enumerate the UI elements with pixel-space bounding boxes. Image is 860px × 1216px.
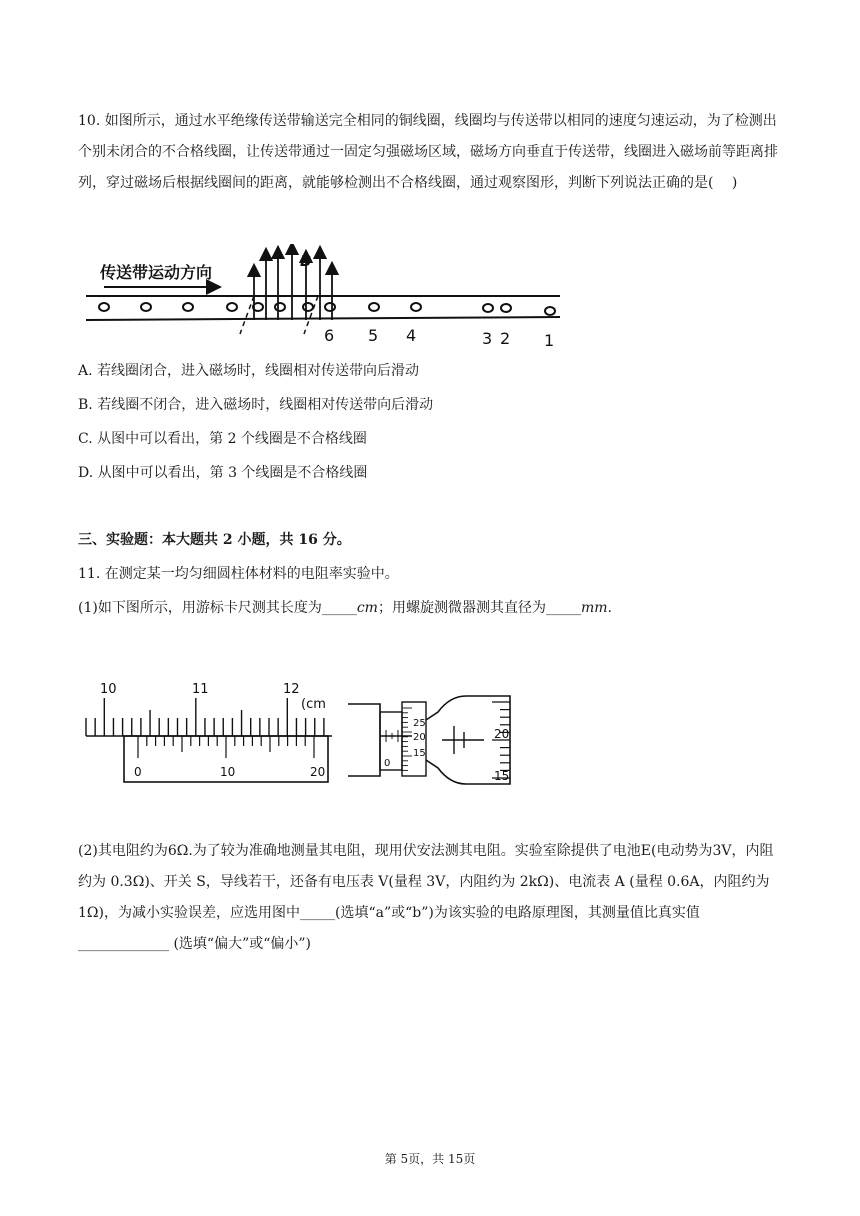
coil-number-3: 3 [482, 329, 493, 348]
vernier-label-0: 0 [134, 765, 142, 779]
coil-number-4: 4 [406, 326, 417, 345]
belt-bottom-edge [86, 317, 560, 320]
micrometer-figure [346, 690, 514, 790]
thimble-label-15: 15 [413, 748, 426, 759]
main-label-12: 12 [283, 682, 300, 697]
page-footer: 第 5页，共 15页 [384, 1152, 476, 1166]
coils [99, 303, 555, 315]
main-label-10: 10 [100, 682, 117, 697]
q11-part1 [78, 597, 612, 617]
unit-mm: mm [580, 600, 608, 616]
vernier-label-10: 10 [220, 765, 236, 779]
q11-part1-text-b: ；用螺旋测微器测其直径为_____ [377, 600, 581, 616]
caliper-vernier-scale [138, 736, 314, 758]
q11-stem: 11. 在测定某一均匀细圆柱体材料的电阻率实验中。 [78, 566, 399, 582]
field-boundary-left [240, 296, 254, 334]
zoom-label-20: 20 [494, 727, 510, 741]
q10-option-b: B. 若线圈不闭合，进入磁场时，线圈相对传送带向后滑动 [78, 397, 434, 413]
vernier-label-20: 20 [310, 765, 326, 779]
coil-number-2: 2 [500, 329, 511, 348]
thimble-ticks [402, 708, 412, 770]
coil-number-1: 1 [544, 331, 555, 348]
main-label-11: 11 [192, 682, 209, 697]
q10-stem: 10. 如图所示，通过水平绝缘传送带输送完全相同的铜线圈，线圈均与传送带以相同的速度匀速运动，为了检测出个别未闭合的不合格线圈，让传送带通过一固定匀强磁场区域，磁场方向垂直于传送带，线圈进入磁场前等距离排列，穿过磁场后根据线圈间的距离，就能够检测出不合格线圈，通过观察图形，判断下列说法正确的是( ) [78, 113, 778, 191]
q10-option-d: D. 从图中可以看出，第 3 个线圈是不合格线圈 [78, 465, 368, 481]
coil-number-5: 5 [368, 326, 379, 345]
unit-cm: cm [356, 600, 378, 616]
main-unit: (cm [301, 697, 326, 712]
zoom-label-15: 15 [494, 769, 510, 783]
sleeve-zero-label: 0 [384, 758, 391, 769]
q10-option-c: C. 从图中可以看出，第 2 个线圈是不合格线圈 [78, 431, 367, 447]
caliper-main-scale [86, 698, 324, 736]
thimble-label-25: 25 [413, 718, 426, 729]
conveyor-belt-figure [84, 244, 564, 348]
coil-number-6: 6 [324, 326, 335, 345]
q11-part1-end: . [607, 600, 612, 616]
magnetic-field-arrows [254, 248, 332, 320]
field-label-b: B [300, 252, 312, 270]
q11-part1-text-a: (1)如下图所示，用游标卡尺测其长度为_____ [78, 600, 357, 616]
micrometer-frame [348, 704, 380, 776]
q11-part2: (2)其电阻约为6Ω.为了较为准确地测量其电阻，现用伏安法测其电阻。实验室除提供了电池E(电动势为3V，内阻约为 0.3Ω)、开关 S，导线若干，还备有电压表 V(量程 3V，内阻约为 2kΩ)、电流表 A (量程 0.6A，内阻约为 1Ω)，为减小实验误差，应选用图中_____(选填“a”或“b”)为该实验的电路原理图，其测量值比真实值_____________ (选填“偏大”或“偏小”) [78, 843, 774, 952]
direction-label: 传送带运动方向 [100, 263, 213, 282]
vernier-caliper-figure [82, 678, 338, 788]
thimble-label-20: 20 [413, 732, 426, 743]
section-heading: 三、实验题：本大题共 2 小题，共 16 分。 [78, 532, 351, 548]
q10-option-a: A. 若线圈闭合，进入磁场时，线圈相对传送带向后滑动 [78, 363, 420, 379]
